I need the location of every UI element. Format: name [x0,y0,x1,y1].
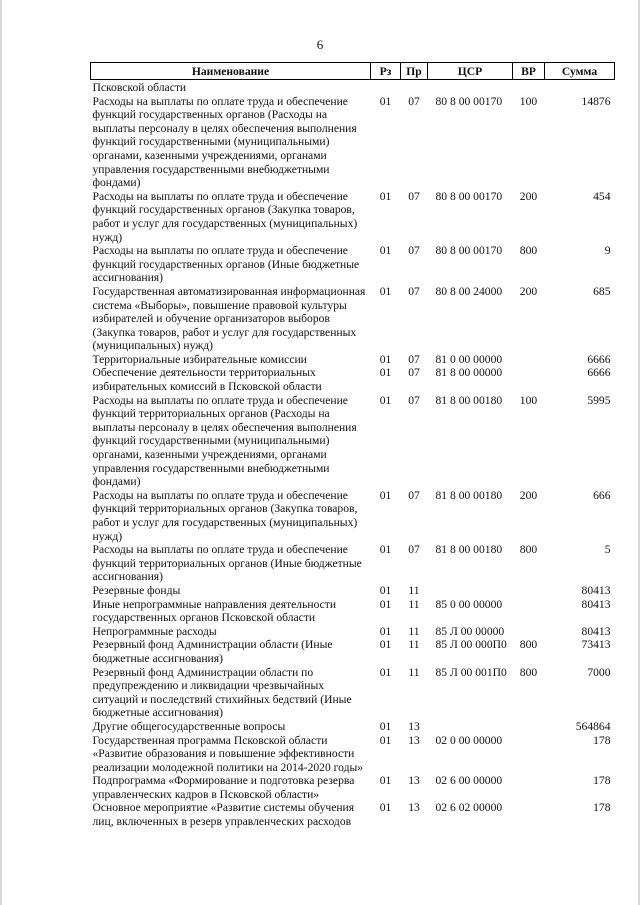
row-rz: 01 [379,284,392,298]
row-sum: 178 [593,733,611,747]
row-csr: 85 Л 00 00000 [435,624,505,638]
row-csr: 02 0 00 00000 [435,733,503,747]
row-vr [513,584,545,598]
row-name: Территориальные избирательные комиссии [92,352,307,366]
row-vr: 800 [519,665,538,679]
row-sum: 14876 [581,94,611,108]
row-rz: 01 [379,638,392,652]
row-rz: 01 [379,189,392,203]
row-rz: 01 [379,543,392,557]
row-vr: 800 [519,543,538,557]
row-csr: 02 6 00 00000 [435,774,503,788]
table-row [91,394,615,489]
row-sum: 6666 [587,352,611,366]
row-sum: 685 [593,284,611,298]
table-row [91,625,615,639]
table-row [91,95,615,190]
row-name: Расходы на выплаты по оплате труда и обеспечение функций территориальных органов (Закупка товаров, работ и услуг для государственных (муниципальных) нужд) [92,488,358,543]
table-row [91,774,615,801]
row-vr [513,734,545,775]
row-pr: 07 [408,352,420,366]
row-csr: 81 8 00 00180 [435,543,503,557]
row-name: Расходы на выплаты по оплате труда и обеспечение функций государственных органов (Закупка товаров, работ и услуг для государственных (муниципальных) нужд) [92,189,358,244]
budget-table [90,62,615,829]
row-csr: 02 6 02 00000 [435,801,503,815]
row-pr: 07 [408,244,420,258]
row-name: Государственная программа Псковской области «Развитие образования и повышение эффективности реализации молодежной политики на 2014-2020 годы» [92,733,364,774]
row-rz: 01 [379,488,392,502]
row-rz: 01 [379,801,392,815]
row-vr: 100 [519,393,538,407]
table-row [91,801,615,828]
row-sum: 80413 [581,597,611,611]
row-name: Расходы на выплаты по оплате труда и обеспечение функций государственных органов (Иные бюджетные ассигнования) [92,244,360,285]
row-csr [428,80,513,95]
row-csr: 85 0 00 00000 [435,597,503,611]
table-row [91,543,615,584]
row-sum: 80413 [581,624,611,638]
row-vr: 200 [519,189,538,203]
row-csr: 81 8 00 00180 [435,393,503,407]
header-vr: ВР [513,63,545,80]
row-sum: 454 [593,189,611,203]
table-row [91,366,615,393]
row-sum: 178 [593,801,611,815]
row-name: Резервный фонд Администрации области (Иные бюджетные ассигнования) [92,638,333,665]
row-sum: 178 [593,774,611,788]
page-left-edge [0,0,2,905]
table-row [91,353,615,367]
header-sum: Сумма [545,63,615,80]
row-vr [513,720,545,734]
table-row [91,80,615,95]
header-row [91,63,615,80]
row-csr: 80 8 00 00170 [435,189,503,203]
row-vr [513,353,545,367]
row-rz: 01 [379,583,392,597]
row-rz: 01 [379,733,392,747]
table-row [91,598,615,625]
row-name: Другие общегосударственные вопросы [92,719,286,733]
row-pr: 07 [408,488,420,502]
row-csr [428,584,513,598]
row-sum: 9 [604,244,611,258]
table-body [91,80,615,829]
table-header [91,63,615,80]
row-rz: 01 [379,244,392,258]
header-csr: ЦСР [428,63,513,80]
row-pr: 07 [408,543,420,557]
row-vr [513,774,545,801]
row-csr: 85 Л 00 000П0 [435,638,507,652]
row-name: Основное мероприятие «Развитие системы обучения лиц, включенных в резерв управленческих расходов [92,801,355,829]
row-rz: 01 [379,94,392,108]
row-sum: 6666 [587,366,611,380]
header-pr: Пр [401,63,428,80]
row-rz: 01 [379,393,392,407]
row-pr [401,80,428,95]
row-sum: 666 [593,488,611,502]
row-pr: 11 [408,624,420,638]
row-pr: 07 [408,393,420,407]
row-csr: 80 8 00 00170 [435,244,503,258]
row-rz: 01 [379,624,392,638]
row-name: Резервные фонды [92,583,181,597]
row-name: Расходы на выплаты по оплате труда и обеспечение функций территориальных органов (Расходы на выплаты персоналу в целях обеспечения выполнения функций государственными (муниципальными) органами, казенными учреждениями, органами управления государственными внебюджетными фондами) [92,393,357,489]
row-rz: 01 [379,774,392,788]
row-name: Обеспечение деятельности территориальных избирательных комиссий в Псковской области [92,366,322,394]
table-row [91,638,615,665]
row-rz [371,80,401,95]
row-sum: 73413 [581,638,611,652]
row-sum: 564864 [575,719,611,733]
row-vr: 200 [519,284,538,298]
row-pr: 13 [408,774,420,788]
row-vr [513,625,545,639]
row-vr [513,801,545,828]
header-rz: Рз [371,63,401,80]
table-row [91,190,615,244]
row-vr [513,598,545,625]
table-row [91,720,615,734]
row-vr: 100 [519,94,538,108]
table-row [91,584,615,598]
row-rz: 01 [379,597,392,611]
row-pr: 07 [408,366,420,380]
row-csr: 81 8 00 00180 [435,488,503,502]
row-pr: 07 [408,284,420,298]
row-vr [513,366,545,393]
row-pr: 11 [408,597,420,611]
row-csr: 80 8 00 00170 [435,94,503,108]
row-sum: 5 [604,543,611,557]
row-rz: 01 [379,665,392,679]
table-row [91,489,615,543]
row-name: Расходы на выплаты по оплате труда и обеспечение функций территориальных органов (Иные бюджетные ассигнования) [92,543,362,584]
row-pr: 11 [408,665,420,679]
row-csr: 81 8 00 00000 [435,366,503,380]
row-name: Расходы на выплаты по оплате труда и обеспечение функций государственных органов (Расходы на выплаты персоналу в целях обеспечения выполнения функций государственными (муниципальными) органами, казенными учреждениями, органами управления государственными внебюджетными фондами) [92,94,357,190]
row-pr: 11 [408,583,420,597]
row-csr: 85 Л 00 001П0 [435,665,507,679]
row-pr: 11 [408,638,420,652]
row-rz: 01 [379,719,392,733]
row-name: Непрограммные расходы [92,624,217,638]
row-vr: 200 [519,488,538,502]
row-sum: 5995 [587,393,611,407]
row-name: Иные непрограммные направления деятельности государственных органов Псковской области [92,597,337,625]
row-name: Государственная автоматизированная информационная система «Выборы», повышение правовой культуры избирателей и обучение организаторов выборов (Закупка товаров, работ и услуг для государственных (муниципальных) нужд) [92,284,366,353]
row-pr: 13 [408,733,420,747]
table-row [91,734,615,775]
row-vr: 800 [519,638,538,652]
row-name: Псковской области [92,81,187,94]
row-pr: 07 [408,189,420,203]
row-name: Подпрограмма «Формирование и подготовка резерва управленческих кадров в Псковской области» [92,774,355,801]
row-csr: 81 0 00 00000 [435,352,503,366]
row-vr [513,80,545,95]
row-name: Резервный фонд Администрации области по предупреждению и ликвидации чрезвычайных ситуаций и последствий стихийных бедствий (Иные бюджетные ассигнования) [92,665,352,720]
row-rz: 01 [379,366,392,380]
table-row [91,666,615,720]
row-vr: 800 [519,244,538,258]
row-csr: 80 8 00 24000 [435,284,503,298]
row-pr: 13 [408,719,420,733]
table-row [91,285,615,353]
row-sum: 80413 [581,583,611,597]
row-sum: 7000 [587,665,611,679]
row-pr: 13 [408,801,420,815]
row-pr: 07 [408,94,420,108]
table-row [91,244,615,285]
row-sum [545,80,615,95]
header-name: Наименование [91,63,371,80]
row-csr [428,720,513,734]
page-number: 6 [316,37,324,52]
row-rz: 01 [379,352,392,366]
